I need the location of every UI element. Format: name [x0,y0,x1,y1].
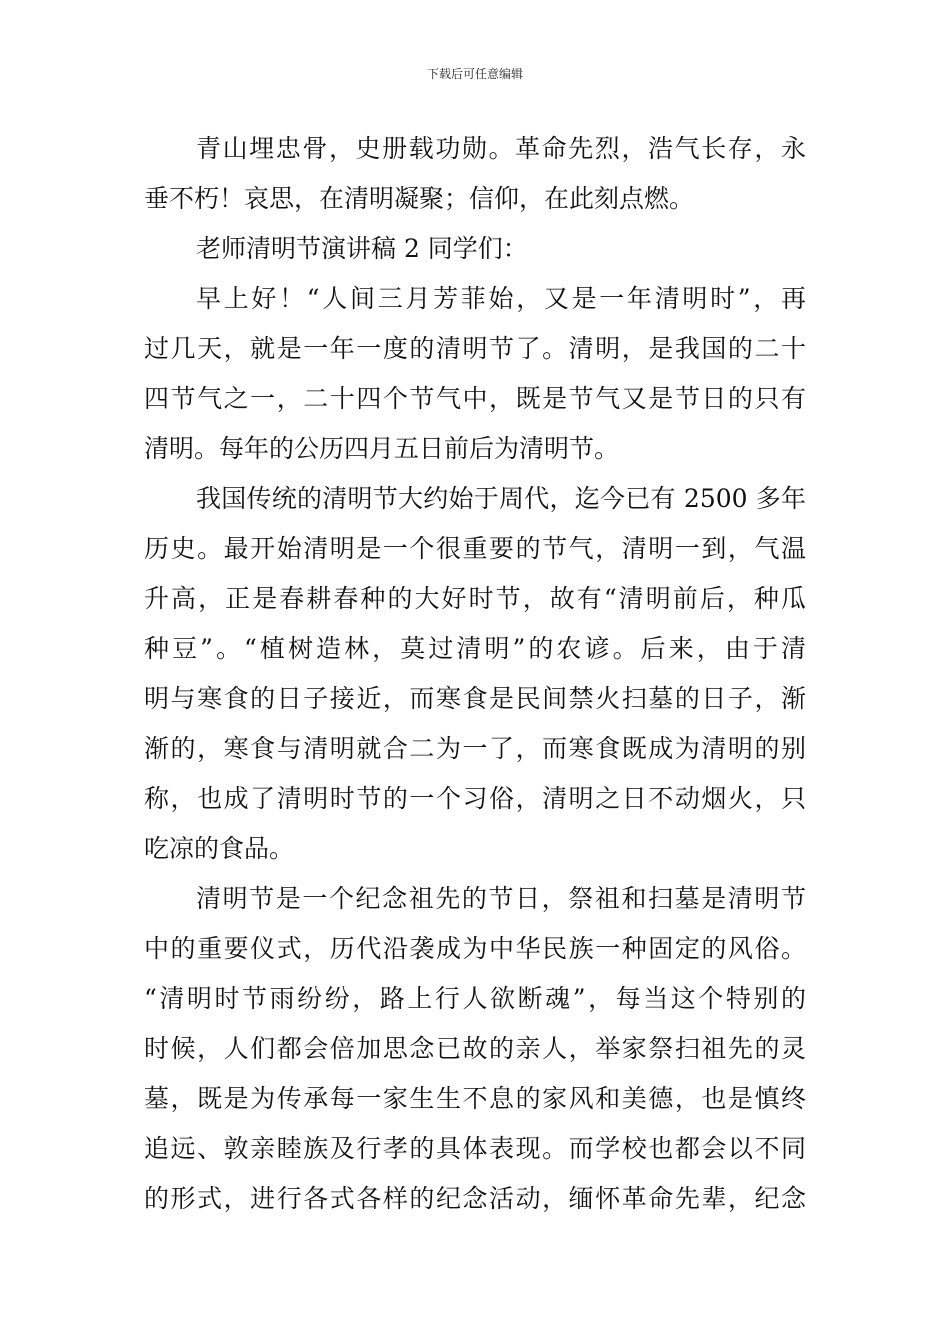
paragraph-line: 的形式，进行各式各样的纪念活动，缅怀革命先辈，纪念 [144,1184,806,1213]
paragraph-line: 清明节是一个纪念祖先的节日，祭祖和扫墓是清明节 [196,884,806,913]
paragraph-line: “清明时节雨纷纷，路上行人欲断魂”，每当这个特别的 [144,984,806,1013]
paragraph-line: 我国传统的清明节大约始于周代，迄今已有 2500 多年 [196,484,806,513]
paragraph-line: 历史。最开始清明是一个很重要的节气，清明一到，气温 [144,534,806,563]
paragraph-line: 追远、敦亲睦族及行孝的具体表现。而学校也都会以不同 [144,1134,806,1163]
paragraph-line: 渐的，寒食与清明就合二为一了，而寒食既成为清明的别 [144,734,806,763]
paragraph-line: 过几天，就是一年一度的清明节了。清明，是我国的二十 [144,334,806,363]
paragraph-line: 老师清明节演讲稿 2 同学们： [196,234,528,263]
paragraph-line: 中的重要仪式，历代沿袭成为中华民族一种固定的风俗。 [144,934,806,963]
paragraph-line: 清明。每年的公历四月五日前后为清明节。 [144,434,620,463]
paragraph-line: 时候，人们都会倍加思念已故的亲人，举家祭扫祖先的灵 [144,1034,806,1063]
paragraph-line: 四节气之一，二十四个节气中，既是节气又是节日的只有 [144,384,806,413]
paragraph-line: 青山埋忠骨，史册载功勋。革命先烈，浩气长存，永 [196,134,806,163]
paragraph-line: 种豆”。“植树造林，莫过清明”的农谚。后来，由于清 [144,634,806,663]
paragraph-line: 称，也成了清明时节的一个习俗，清明之日不动烟火，只 [144,784,806,813]
paragraph-line: 墓，既是为传承每一家生生不息的家风和美德，也是慎终 [144,1084,806,1113]
page-header: 下载后可任意编辑 [426,67,523,81]
paragraph-line: 早上好！“人间三月芳菲始，又是一年清明时”，再 [196,284,806,313]
paragraph-line: 吃凉的食品。 [144,834,295,863]
paragraph-line: 明与寒食的日子接近，而寒食是民间禁火扫墓的日子，渐 [144,684,806,713]
paragraph-line: 升高，正是春耕春种的大好时节，故有“清明前后，种瓜 [144,584,806,613]
body-text [144,124,806,1224]
paragraph-line: 垂不朽！哀思，在清明凝聚；信仰，在此刻点燃。 [144,184,695,213]
